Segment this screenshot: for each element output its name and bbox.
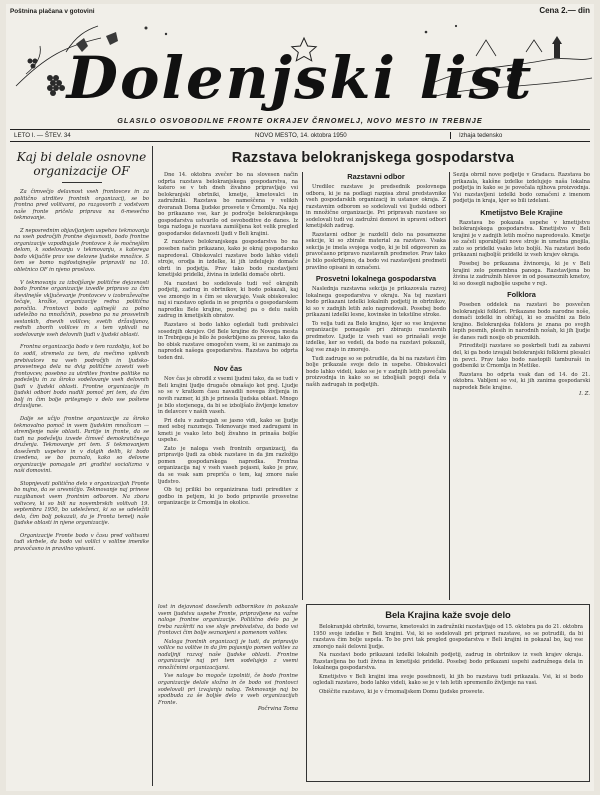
paragraph: Sezija obrnil nove podjetje v Gradacu. Razstava bo prikazala, kakšne izdelke izdelujejo naša lokalna podjetja in kako se je povečala njihova proizvodnja. Vsi razstavljeni izdelki bodo označeni z imenom podjetja in kraja, kjer so bili izdelani. bbox=[453, 172, 590, 205]
publication-frequency: Izhaja tedensko bbox=[450, 132, 502, 139]
left-article-heading: Kaj bi delale osnovne organizacije OF bbox=[16, 150, 147, 178]
paragraph: Naloga frontnih organizacij je tudi, da pripravijo volilce na volitve in da jim pojasnijo pomen volitev za nadaljnji razvoj naše ljudske oblasti. Frontne organizacije naj pri tem sodelujejo z vsemi množičnimi organizacijami. bbox=[158, 638, 298, 671]
paragraph: Z neposrednim objavljanjem uspehov tekmovanja na vseh področjih frontne dejavnosti, bodo frontne organizacije vzpodbujale frontovce k še močnejšim delom, k sodelovanju v tekmovanju, s katerega bodo vključile prav vse delovne ljudske množice. S tem se bomo najdostojnejše pripravili na 10. obletnico OF in njeno proslavo. bbox=[14, 227, 149, 274]
paragraph: Razstavo si bodo lahko ogledali tudi prebivalci sosednjih okrajev. Od Bele krajine do Novega mesta in Trebnjega je bilo že poskrbljeno za prevoz, tako da bo obisk razstave omogočen vsem, ki se zanimajo za napredek našega gospodarstva. Razstava bo odprta teden dni. bbox=[158, 322, 298, 361]
paragraph: lost in dejavnost doseženih odbornikov in pokazale vsem ljudstvu uspehe Fronte, pripravljene na važne naloge frontne organizacije. Politično delo pa je treba razširiti na vse sloje prebivalstva, da bodo vsi frontovci čim bolje seznanjeni s pomenom volitev. bbox=[158, 604, 298, 637]
paragraph: Dne 14. oktobra zvečer bo na slovesen način odprta razstava belokranjskega gospodarstva, na katero se v teh dneh živahno pripravljajo vsi belokranjski obrtniki, kmetje, kmetovalci in zadružniki. Razstava bo nameščena v velikih dvoranah Doma ljudske prosvete v Črnomlju. Na njej bo prikazano vse, kar je področje belokranjskega gospodarstva ustvarilo od osvoboditve do danes. Iz tega razloga je razstava zamišljena kot velik pregled gospodarske delavnosti ljudi v Beli krajini. bbox=[158, 172, 298, 237]
paragraph: Kmetijstvo v Beli krajini ima svoje posebnosti, ki jih bo razstava tudi prikazala. Vsi, ki si bodo ogledali razstavo, bodo lahko videli, kako se je v teh letih spremenilo življenje na vasi. bbox=[313, 673, 583, 687]
author-signature: Počrvina Toma bbox=[257, 706, 298, 713]
masthead-subtitle: GLASILO OSVOBODILNE FRONTE OKRAJEV ČRNOMELJ, NOVO MESTO IN TREBNJE bbox=[117, 116, 483, 125]
paragraph: Na razstavi bodo prikazani izdelki lokalnih podjetij, zadrug in obrtnikov iz vseh krajev okraja. Razstavljena bo tudi živina in kmetijski pridelki. Posebej bodo prikazani uspehi zadružnega dela in lokalnega gospodarstva. bbox=[313, 652, 583, 672]
paragraph: Prireditelji razstave so poskrbeli tudi za zabavni del, ki ga bodo izvajali belokranjski folklorni plesalci in pevci. Prav tako bodo nastopili tamburaši in godbeniki iz Črnomlja in Metlike. bbox=[453, 343, 590, 370]
postage-note: Poštnina plačana v gotovini bbox=[10, 8, 95, 15]
paragraph: Nov čas je obrodil z vsemi ljudmi tako, da se tudi v Beli krajini ljudje drugače obnašajo kot prej. Ljudje so se v kratkem času navadili novega življenja in novih razmer, ki jih je prinesla ljudska oblast. Mnogo je bilo storjenega, da bi se izboljšalo življenje kmetov in delavcev v naših vaseh. bbox=[158, 376, 298, 416]
section-heading-razstavni-odbor: Razstavni odbor bbox=[347, 172, 405, 181]
issue-info-bar bbox=[10, 129, 590, 142]
paragraph: Tudi zadruge so se potrudile, da bi na razstavi čim bolje prikazale svoje delo in uspehe. Obiskovalci bodo lahko videli, kako se je v zadnjih letih povečala proizvodnja in kako so se izboljšali pogoji dela v naših zadrugah in podjetjih. bbox=[306, 355, 446, 388]
paragraph: Stopnjevati politično delo v organizacijah Fronte bo nujno, da se uresničijo. Tekmovanje naj prinese razgibanost vsem frontnim odborom. Na zboru volivcev, ki so bili na novembrskih volitvah 19. septembra 1950, bo udeleženci, ki so se udeležili dela, čim bolj pokazali, da je Fronta temelj naše ljudske oblasti in njene organizacije. bbox=[14, 480, 149, 527]
paragraph: Razstava bo pokazala uspehe v kmetijstvu belokranjskega gospodarstva. Kmetijstvo v Beli krajini je v zadnjih letih močno napredovalo. Kmetje so začeli uporabljati nove stroje in umetna gnojila, zato so pridelki vsako leto boljši. Na razstavi bodo prikazani najboljši pridelki iz vseh krajev okraja. bbox=[453, 219, 590, 259]
main-column-2 bbox=[306, 172, 446, 388]
main-column-1 bbox=[158, 172, 298, 507]
paragraph: Razstavni odbor je razdelil delo na posamezne sekcije, ki so zbirale material za razstavo. Vsaka sekcija je imela svojega vodjo, ki je bil odgovoren za pravočasno pripravo razstavnih predmetov. Prav tako je bilo poskrbljeno, da bodo vsi razstavljeni predmeti pravilno opisani in označeni. bbox=[306, 231, 446, 271]
author-signature: I. Z. bbox=[579, 391, 590, 398]
main-column-3 bbox=[453, 172, 590, 397]
paragraph: Razstava bo odprta vsak dan od 14. do 21. oktobra. Vabljeni so vsi, ki jih zanima gospodarski napredek Bele krajine. bbox=[453, 371, 590, 391]
issue-number: LETO I. — ŠTEV. 34 bbox=[14, 132, 71, 139]
place-date: NOVO MESTO, 14. oktobra 1950 bbox=[255, 132, 347, 139]
paragraph: Posebej bo prikazana živinoreja, ki je v Beli krajini zelo pomembna panoga. Razstavljena bo živina iz zadružnih hlevov in od posameznih kmetov, ki so dosegli najboljše uspehe v reji. bbox=[453, 261, 590, 287]
paragraph: Naslednja razstavna sekcija je prikazovala razvoj lokalnega gospodarstva v okraju. Na tej razstavi bodo prikazani izdelki lokalnih podjetij in obrtnikov, ki so v zadnjih letih zelo napredovali. Posebej bodo prikazani izdelki lesne, kovinske in tekstilne stroke. bbox=[306, 286, 446, 319]
paragraph: Frontna organizacija bodo v tem razdobju, kot bo to sodil, stremela za tem, da mečimo vplivnih prebivalcev na vseh področjih in ljudsko-prosvetnega dela na dvig politične zavesti vseh frontovcev, posebno za utrditev frontne politike na podeželju in za široko sodelovanje vseh delovnih ljudi v ljudski oblasti. Frontne organizacije in ljudski odbori bodo nudili pomoč pri tem, da čim bolj in čim bolje pritegnejo v delo vse poštene državljane. bbox=[14, 344, 149, 410]
paragraph: V tekmovanju za izboljšanje politične dejavnosti bodo frontne organizacije izvedle pripravo za čim številnejše vključevanje frontovcev v izobraževalne tečaje, krožke, organizacije redna politična poročila. Frontovci bodo agilnejši za polno udeležbo na množičnih, posebno pa na prosvetnih sestankih, dnevih volilcev, svetih državljanov, rednih zborih volilcev in s tem vplivali na sodelovanje vseh delovnih ljudi v ljudski oblasti. bbox=[14, 279, 149, 338]
paragraph: Na razstavi bo sodelovalo tudi več okrajnih podjetij, zadrug in obrtnikov, ki bodo pokazali, kaj vse zmorejo in s čim se ukvarjajo. Vsak obiskovalec naj si razstavo ogleda in se prepriča o gospodarskem napredku Bele krajine, posebej pa o delu naših zadrug in kmetijskih obratov. bbox=[158, 280, 298, 320]
paragraph: To velja tudi za Belo krajino, kjer so vse krajevne organizacije pomagale pri zbiranju razstavnih predmetov. Ljudje iz vseh vasi so prinašali svoje izdelke, ker so vedeli, da bodo na razstavi pokazali, kaj vse znajo in zmorejo. bbox=[306, 320, 446, 354]
paragraph: Uredilec razstave je predsednik poslovnega odbora, ki je na podlagi razpisa zbral predstavnike vseh gospodarskih organizacij in ustanov okraja. Z razstavnim odborom so sodelovali vsi ljudski odbori in množične organizacije. Pri pripravah razstave so sodelovali tudi vsi zadružni domovi in upravni odbori kmetijskih zadrug. bbox=[306, 184, 446, 230]
paragraph: Organizacije Fronte bodo v času pred volitvami tudi skrbele, da bodo vsi volilci v volilne imenike pravočasno in pravilno vpisani. bbox=[14, 532, 149, 552]
paragraph: Zato je naloga vseh frontnih organizacij, da pripravijo ljudi za obisk razstave in da jim razložijo pomen gospodarskega napredka. Frontna organizacija naj v vseh vaseh pojasni, kako je prav, da se vsak sam prepriča o tem, kaj zmore naše ljudstvo. bbox=[158, 445, 298, 485]
paragraph: Pri delu v zadrugah se jasno vidi, kako se ljudje med seboj razumejo. Tekmovanje med zadrugami in kmeti je vsako leto bolj živahno in prinaša boljše uspehe. bbox=[158, 417, 298, 444]
paragraph: Obiščite razstavo, ki je v črnomaljskem Domu ljudske prosvete. bbox=[319, 688, 485, 695]
paragraph: Ob tej priliki bo organizirana tudi prireditev z godbo in petjem, ki jo bodo pripravile prosvetne organizacije iz Črnomlja in okolice. bbox=[158, 487, 298, 507]
masthead bbox=[6, 16, 594, 120]
paragraph: Poseben oddelek na razstavi bo posvečen belokranjski folklori. Prikazane bodo narodne noše, domači izdelki in običaji, ki so značilni za Belo krajino. Belokranjska folklora je znana po svojih lepih pesmih, plesih in narodnih nošah, ki jih ljudje še danes radi nosijo ob praznikih. bbox=[453, 302, 590, 341]
section-heading-kmetijstvo: Kmetijstvo Bele Krajine bbox=[480, 207, 563, 217]
section-heading-folklora: Folklora bbox=[507, 290, 536, 300]
boxed-article-title: Bela Krajina kaže svoje delo bbox=[385, 609, 511, 620]
column-divider bbox=[449, 172, 450, 600]
heading-rule bbox=[62, 182, 102, 183]
paragraph: Za čimvečjo delavnost vseh frontovcev in za politično utrditev frontnih organizacij, se bo frontna pred volitvami, po razgovorih z vodstvom naše fronte pričela priprava na 6-mesečno tekmovanje. bbox=[14, 189, 149, 222]
newspaper-page bbox=[6, 4, 594, 791]
paragraph: Z razstavo belokranjskega gospodarstva bo na poseben način prikazano, kako je okraj gospodarsko napredoval. Obiskovalci razstave bodo lahko videli stroje, orodja in izdelke, ki jih izdelujejo domače obrti in podjetja. Prav tako bodo razstavljeni kmetijski pridelki, živina in izdelki domače obrti. bbox=[158, 239, 298, 279]
main-headline: Razstava belokranjskega gospodarstva bbox=[231, 150, 515, 166]
paragraph: Belokranjski obrtniki, tovarne, kmetovalci in zadružniki razstavljajo od 15. oktobra pa do 21. oktobra 1950 svoje izdelke v Beli krajini. Vsi, ki so sodelovali pri pripravi razstave, so se potrudili, da bi razstava čim bolje uspela. To bo prvi tak pregled gospodarstva v Beli krajini in pokazal bo, kaj vse zmorejo naši delovni ljudje. bbox=[313, 624, 583, 650]
column-divider bbox=[302, 172, 303, 600]
paragraph: Dalje se učijo frontne organizacije za široko tekmovalno pomoč in vsem ljudskim množicam — stremljenje naše oblasti. Partije in fronte, da se tudi na podeželju izvede čimveč demokratičnega druženja. Tekmovanje pri tem. S tekmovanjem doseženih uspehov in v dolgih delih, ki bodo izvedena, se bo poznalo, kako so delovne organizacije pomagale pri graditvi socializma v naši domovini. bbox=[14, 415, 149, 475]
price-label: Cena 2.— din bbox=[539, 6, 590, 15]
paper-title: Dolenjski list bbox=[66, 44, 534, 112]
boxed-article bbox=[306, 604, 590, 782]
lower-middle-column bbox=[158, 604, 298, 712]
left-article bbox=[14, 150, 149, 552]
section-heading-nov-cas: Nov čas bbox=[213, 364, 243, 374]
paragraph: Vse naloge bo mogoče izpolniti, če bodo frontne organizacije delale složno in če bodo vsi frontovci sodelovali pri izvajanju nalog. Tekmovanje naj bo spodbuda za še boljše delo v vseh organizacijah Fronte. bbox=[158, 673, 298, 706]
column-divider bbox=[152, 146, 153, 786]
section-heading-lokalno-gospodarstvo: Prosvetni lokalnega gospodarstva bbox=[315, 274, 437, 284]
